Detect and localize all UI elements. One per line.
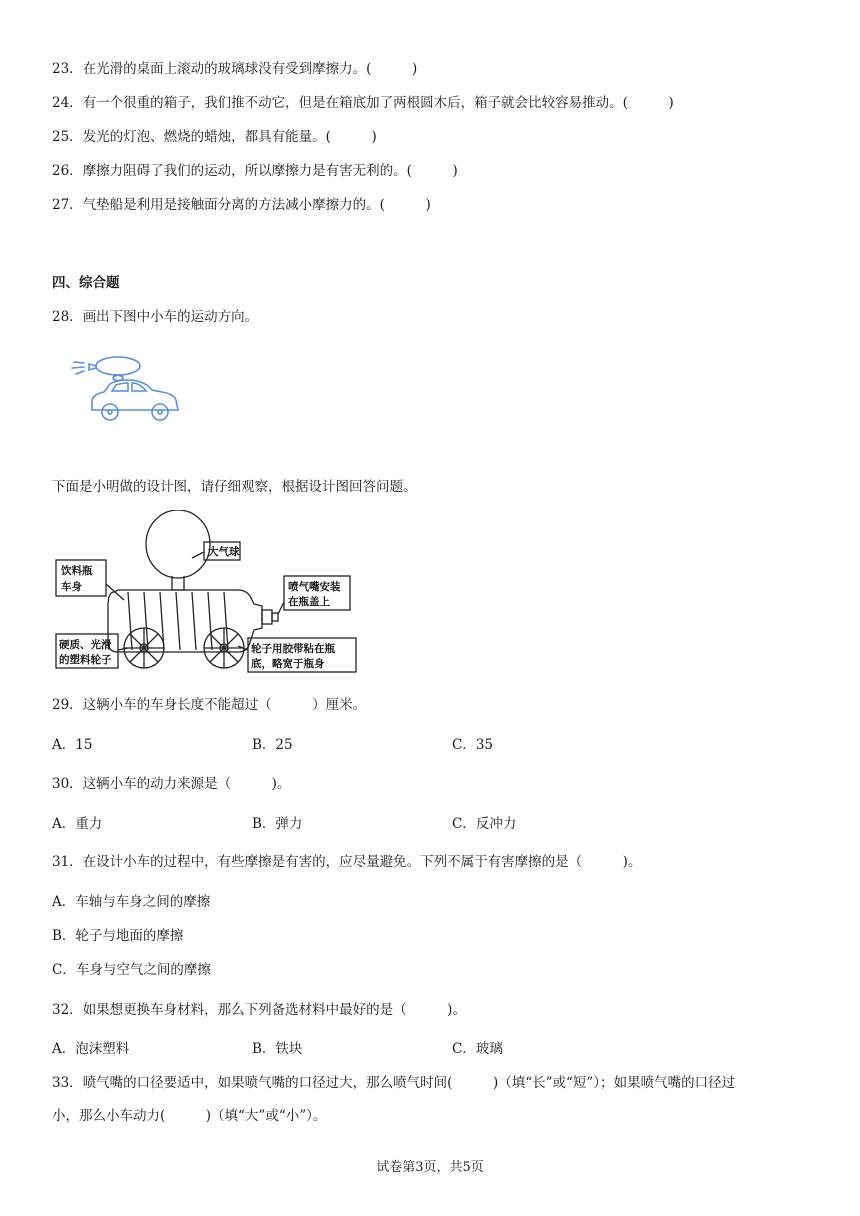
- option-c: C．车身与空气之间的摩擦: [52, 962, 211, 978]
- question-28: [52, 307, 258, 327]
- option-b: B．25: [252, 737, 293, 753]
- question-text: 摩擦力阻碍了我们的运动，所以摩擦力是有害无利的。( ): [82, 163, 458, 179]
- option-b: B．轮子与地面的摩擦: [52, 928, 184, 944]
- question-text: 在设计小车的过程中，有些摩擦是有害的，应尽量避免。下列不属于有害摩擦的是（ )。: [82, 854, 642, 870]
- question-text: 画出下图中小车的运动方向。: [82, 309, 259, 325]
- question-33: [52, 1073, 735, 1093]
- wheel-shape: [102, 404, 118, 420]
- question-30: [52, 774, 290, 794]
- question-number: 27．: [52, 197, 83, 213]
- question-26: [52, 161, 458, 181]
- question-number: 31．: [52, 854, 83, 870]
- question-number: 32．: [52, 1002, 83, 1018]
- question-text: 在光滑的桌面上滚动的玻璃球没有受到摩擦力。( ): [82, 61, 418, 77]
- question-29: [52, 695, 366, 715]
- question-text: 这辆小车的车身长度不能超过（ ）厘米。: [82, 697, 367, 713]
- section-title: 四、综合题: [52, 275, 120, 291]
- option-a: A．重力: [52, 816, 103, 832]
- label-tape-1: 轮子用胶带粘在瓶: [251, 643, 335, 655]
- question-24: [52, 93, 674, 113]
- label-bottle-2: 车身: [61, 581, 82, 593]
- question-number: 23．: [52, 61, 83, 77]
- label-tape-2: 底，略宽于瓶身: [251, 658, 325, 670]
- label-wheels-1: 硬质、光滑: [59, 639, 112, 651]
- question-number: 28．: [52, 309, 83, 325]
- balloon-car-figure: [70, 352, 190, 430]
- label-nozzle-2: 在瓶盖上: [288, 596, 330, 608]
- question-text: 喷气嘴的口径要适中，如果喷气嘴的口径过大，那么喷气时间( )（填“长”或“短”）；如果喷气嘴的口径过: [82, 1075, 736, 1091]
- balloon-shape: [96, 357, 140, 375]
- question-number: 30．: [52, 776, 83, 792]
- option-a: A．15: [52, 737, 93, 753]
- question-32: [52, 1000, 466, 1020]
- question-number: 26．: [52, 163, 83, 179]
- question-number: 29．: [52, 697, 83, 713]
- question-text: 气垫船是利用是接触面分离的方法减小摩擦力的。( ): [82, 197, 431, 213]
- option-c: C．35: [452, 737, 494, 753]
- option-b: B．弹力: [252, 816, 303, 832]
- page-footer: 试卷第3页，共5页: [376, 1160, 484, 1175]
- question-text: 发光的灯泡、燃烧的蜡烛，都具有能量。( ): [82, 129, 377, 145]
- label-wheels-2: 的塑料轮子: [59, 654, 112, 666]
- question-text: 有一个很重的箱子，我们推不动它，但是在箱底加了两根圆木后，箱子就会比较容易推动。( ): [82, 95, 674, 111]
- balloon-shape: [146, 510, 210, 578]
- question-33-continued: 小，那么小车动力( )（填“大”或“小”）。: [52, 1108, 327, 1124]
- option-c: C．玻璃: [452, 1041, 503, 1057]
- question-23: [52, 59, 417, 79]
- option-c: C．反冲力: [452, 816, 517, 832]
- label-nozzle-1: 喷气嘴安装: [288, 581, 341, 593]
- question-number: 33．: [52, 1075, 83, 1091]
- question-31: [52, 852, 641, 872]
- option-a: A．泡沫塑料: [52, 1041, 130, 1057]
- question-text: 这辆小车的动力来源是（ )。: [82, 776, 291, 792]
- option-b: B．铁块: [252, 1041, 303, 1057]
- label-balloon: 大气球: [208, 546, 240, 558]
- label-bottle-1: 饮料瓶: [61, 565, 93, 577]
- question-text: 如果想更换车身材料，那么下列备选材料中最好的是（ )。: [82, 1002, 466, 1018]
- question-27: [52, 195, 431, 215]
- option-a: A．车轴与车身之间的摩擦: [52, 894, 211, 910]
- question-number: 25．: [52, 129, 83, 145]
- design-diagram: [52, 510, 360, 678]
- design-intro: 下面是小明做的设计图，请仔细观察，根据设计图回答问题。: [52, 479, 417, 495]
- question-25: [52, 127, 377, 147]
- question-number: 24．: [52, 95, 83, 111]
